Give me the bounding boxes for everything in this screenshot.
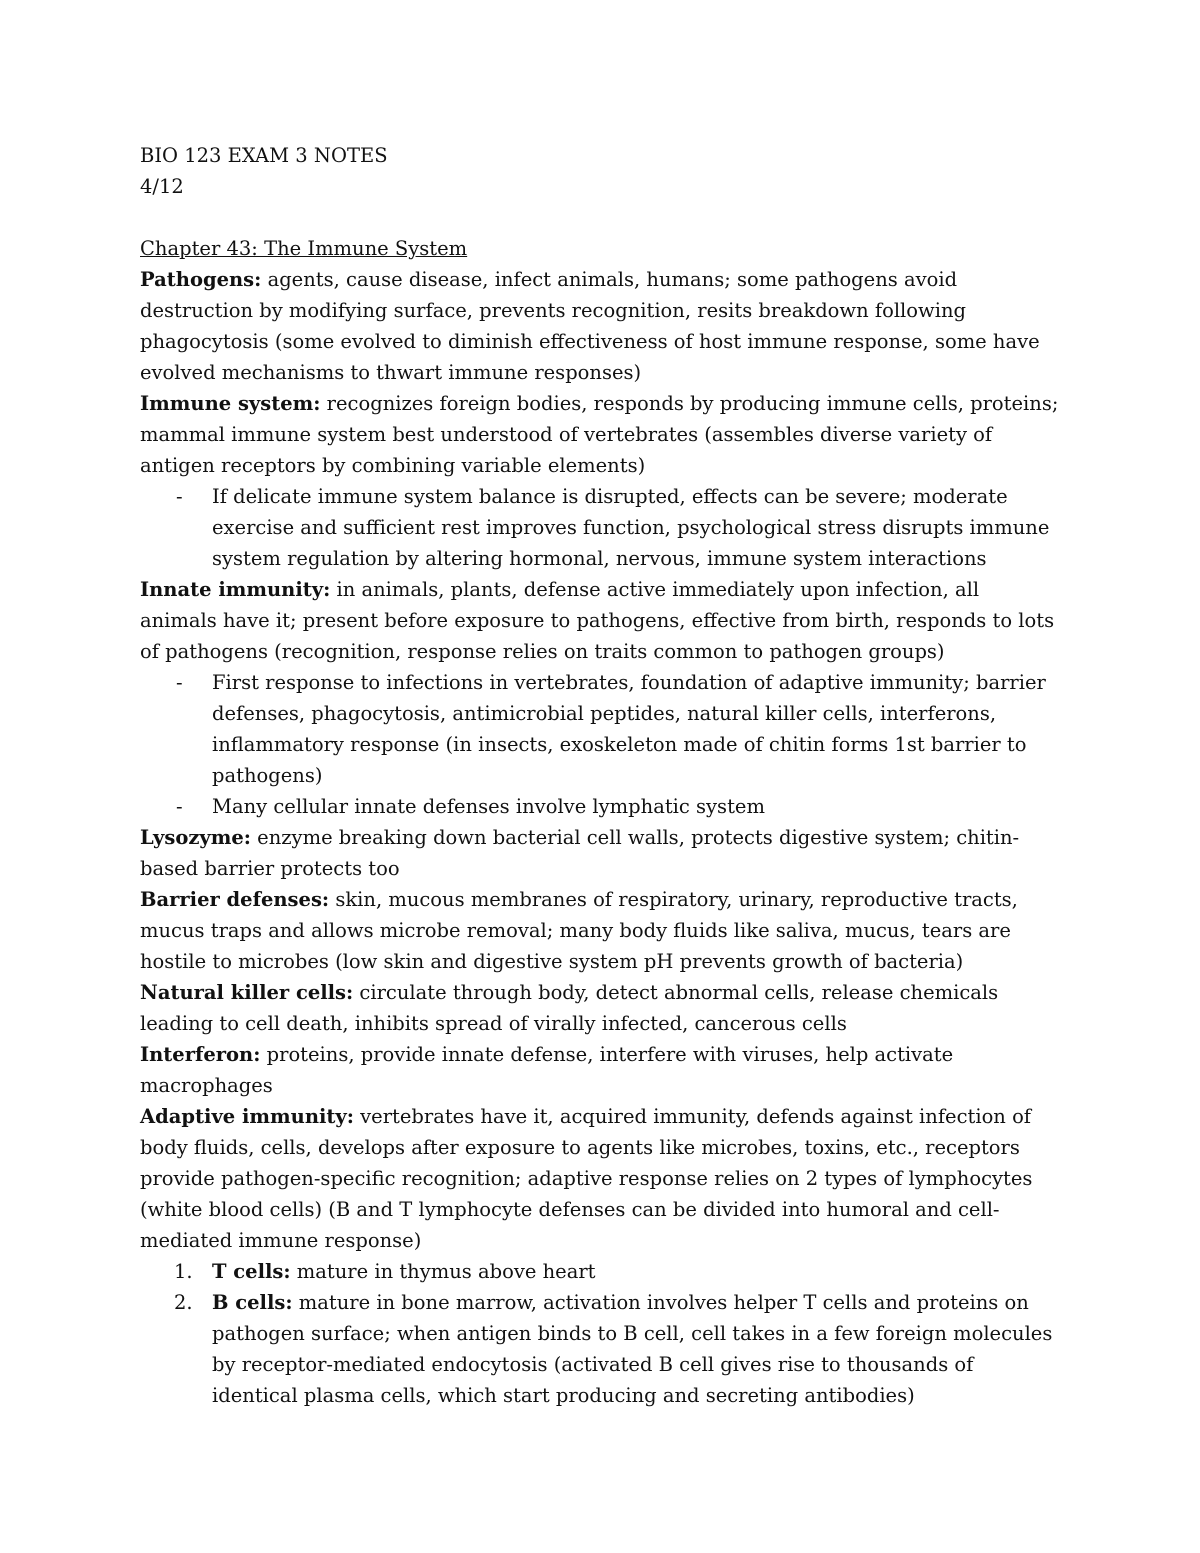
lysozyme-paragraph xyxy=(140,822,1060,884)
interferon-text: proteins, provide innate defense, interfere with viruses, help activate macrophages xyxy=(140,1043,954,1097)
document-title: BIO 123 EXAM 3 NOTES xyxy=(140,144,388,167)
blank-line xyxy=(140,202,1060,233)
list-item xyxy=(140,1256,1060,1287)
barrier-defenses-text: skin, mucous membranes of respiratory, urinary, reproductive tracts, mucus traps and allows microbe removal; many body fluids like saliva, mucus, tears are hostile to microbes (low skin and digestive system pH prevents growth of bacteria) xyxy=(140,888,1018,973)
b-cells-text: mature in bone marrow, activation involves helper T cells and proteins on pathogen surface; when antigen binds to B cell, cell takes in a few foreign molecules by receptor-mediated endocytosis (activated B cell gives rise to thousands of identical plasma cells, which start producing and secreting antibodies) xyxy=(212,1291,1053,1407)
interferon-paragraph xyxy=(140,1039,1060,1101)
bullet-dash: - xyxy=(176,671,183,694)
bullet-text: Many cellular innate defenses involve lymphatic system xyxy=(212,795,765,818)
t-cells-text: mature in thymus above heart xyxy=(290,1260,596,1283)
natural-killer-text: circulate through body, detect abnormal cells, release chemicals leading to cell death, inhibits spread of virally infected, cancerous cells xyxy=(140,981,999,1035)
adaptive-immunity-numbered xyxy=(140,1256,1060,1411)
innate-immunity-bullets xyxy=(140,667,1060,822)
barrier-defenses-paragraph xyxy=(140,884,1060,977)
adaptive-immunity-text: vertebrates have it, acquired immunity, defends against infection of body fluids, cells, develops after exposure to agents like microbes, toxins, etc., receptors provide pathogen-specific recognition; adaptive response relies on 2 types of lymphocytes (white blood cells) (B and T lymphocyte defenses can be divided into humoral and cell-mediated immune response) xyxy=(140,1105,1033,1252)
lysozyme-term: Lysozyme: xyxy=(140,826,251,849)
immune-system-paragraph xyxy=(140,388,1060,481)
list-item xyxy=(140,791,1060,822)
bullet-dash: - xyxy=(176,795,183,818)
barrier-defenses-term: Barrier defenses: xyxy=(140,888,330,911)
lysozyme-text: enzyme breaking down bacterial cell walls, protects digestive system; chitin-based barrier protects too xyxy=(140,826,1020,880)
adaptive-immunity-term: Adaptive immunity: xyxy=(140,1105,354,1128)
b-cells-term: B cells: xyxy=(212,1291,293,1314)
pathogens-paragraph xyxy=(140,264,1060,388)
list-number: 2. xyxy=(174,1291,193,1314)
document-date: 4/12 xyxy=(140,175,184,198)
list-item xyxy=(140,667,1060,791)
pathogens-text: agents, cause disease, infect animals, humans; some pathogens avoid destruction by modifying surface, prevents recognition, resits breakdown following phagocytosis (some evolved to diminish effectiveness of host immune response, some have evolved mechanisms to thwart immune responses) xyxy=(140,268,1040,384)
interferon-term: Interferon: xyxy=(140,1043,261,1066)
adaptive-immunity-paragraph xyxy=(140,1101,1060,1256)
natural-killer-paragraph xyxy=(140,977,1060,1039)
immune-system-bullets xyxy=(140,481,1060,574)
list-item xyxy=(140,481,1060,574)
bullet-dash: - xyxy=(176,485,183,508)
t-cells-term: T cells: xyxy=(212,1260,291,1283)
innate-immunity-paragraph xyxy=(140,574,1060,667)
innate-immunity-term: Innate immunity: xyxy=(140,578,331,601)
immune-system-term: Immune system: xyxy=(140,392,321,415)
immune-system-text: recognizes foreign bodies, responds by producing immune cells, proteins; mammal immune system best understood of vertebrates (assembles diverse variety of antigen receptors by combining variable elements) xyxy=(140,392,1059,477)
natural-killer-term: Natural killer cells: xyxy=(140,981,354,1004)
list-item xyxy=(140,1287,1060,1411)
list-number: 1. xyxy=(174,1260,193,1283)
bullet-text: If delicate immune system balance is disrupted, effects can be severe; moderate exercise and sufficient rest improves function, psychological stress disrupts immune system regulation by altering hormonal, nervous, immune system interactions xyxy=(212,485,1050,570)
document-content xyxy=(140,140,1060,1411)
bullet-text: First response to infections in vertebrates, foundation of adaptive immunity; barrier defenses, phagocytosis, antimicrobial peptides, natural killer cells, interferons, inflammatory response (in insects, exoskeleton made of chitin forms 1st barrier to pathogens) xyxy=(212,671,1046,787)
innate-immunity-text: in animals, plants, defense active immediately upon infection, all animals have it; present before exposure to pathogens, effective from birth, responds to lots of pathogens (recognition, response relies on traits common to pathogen groups) xyxy=(140,578,1055,663)
chapter-heading: Chapter 43: The Immune System xyxy=(140,237,468,260)
pathogens-term: Pathogens: xyxy=(140,268,262,291)
